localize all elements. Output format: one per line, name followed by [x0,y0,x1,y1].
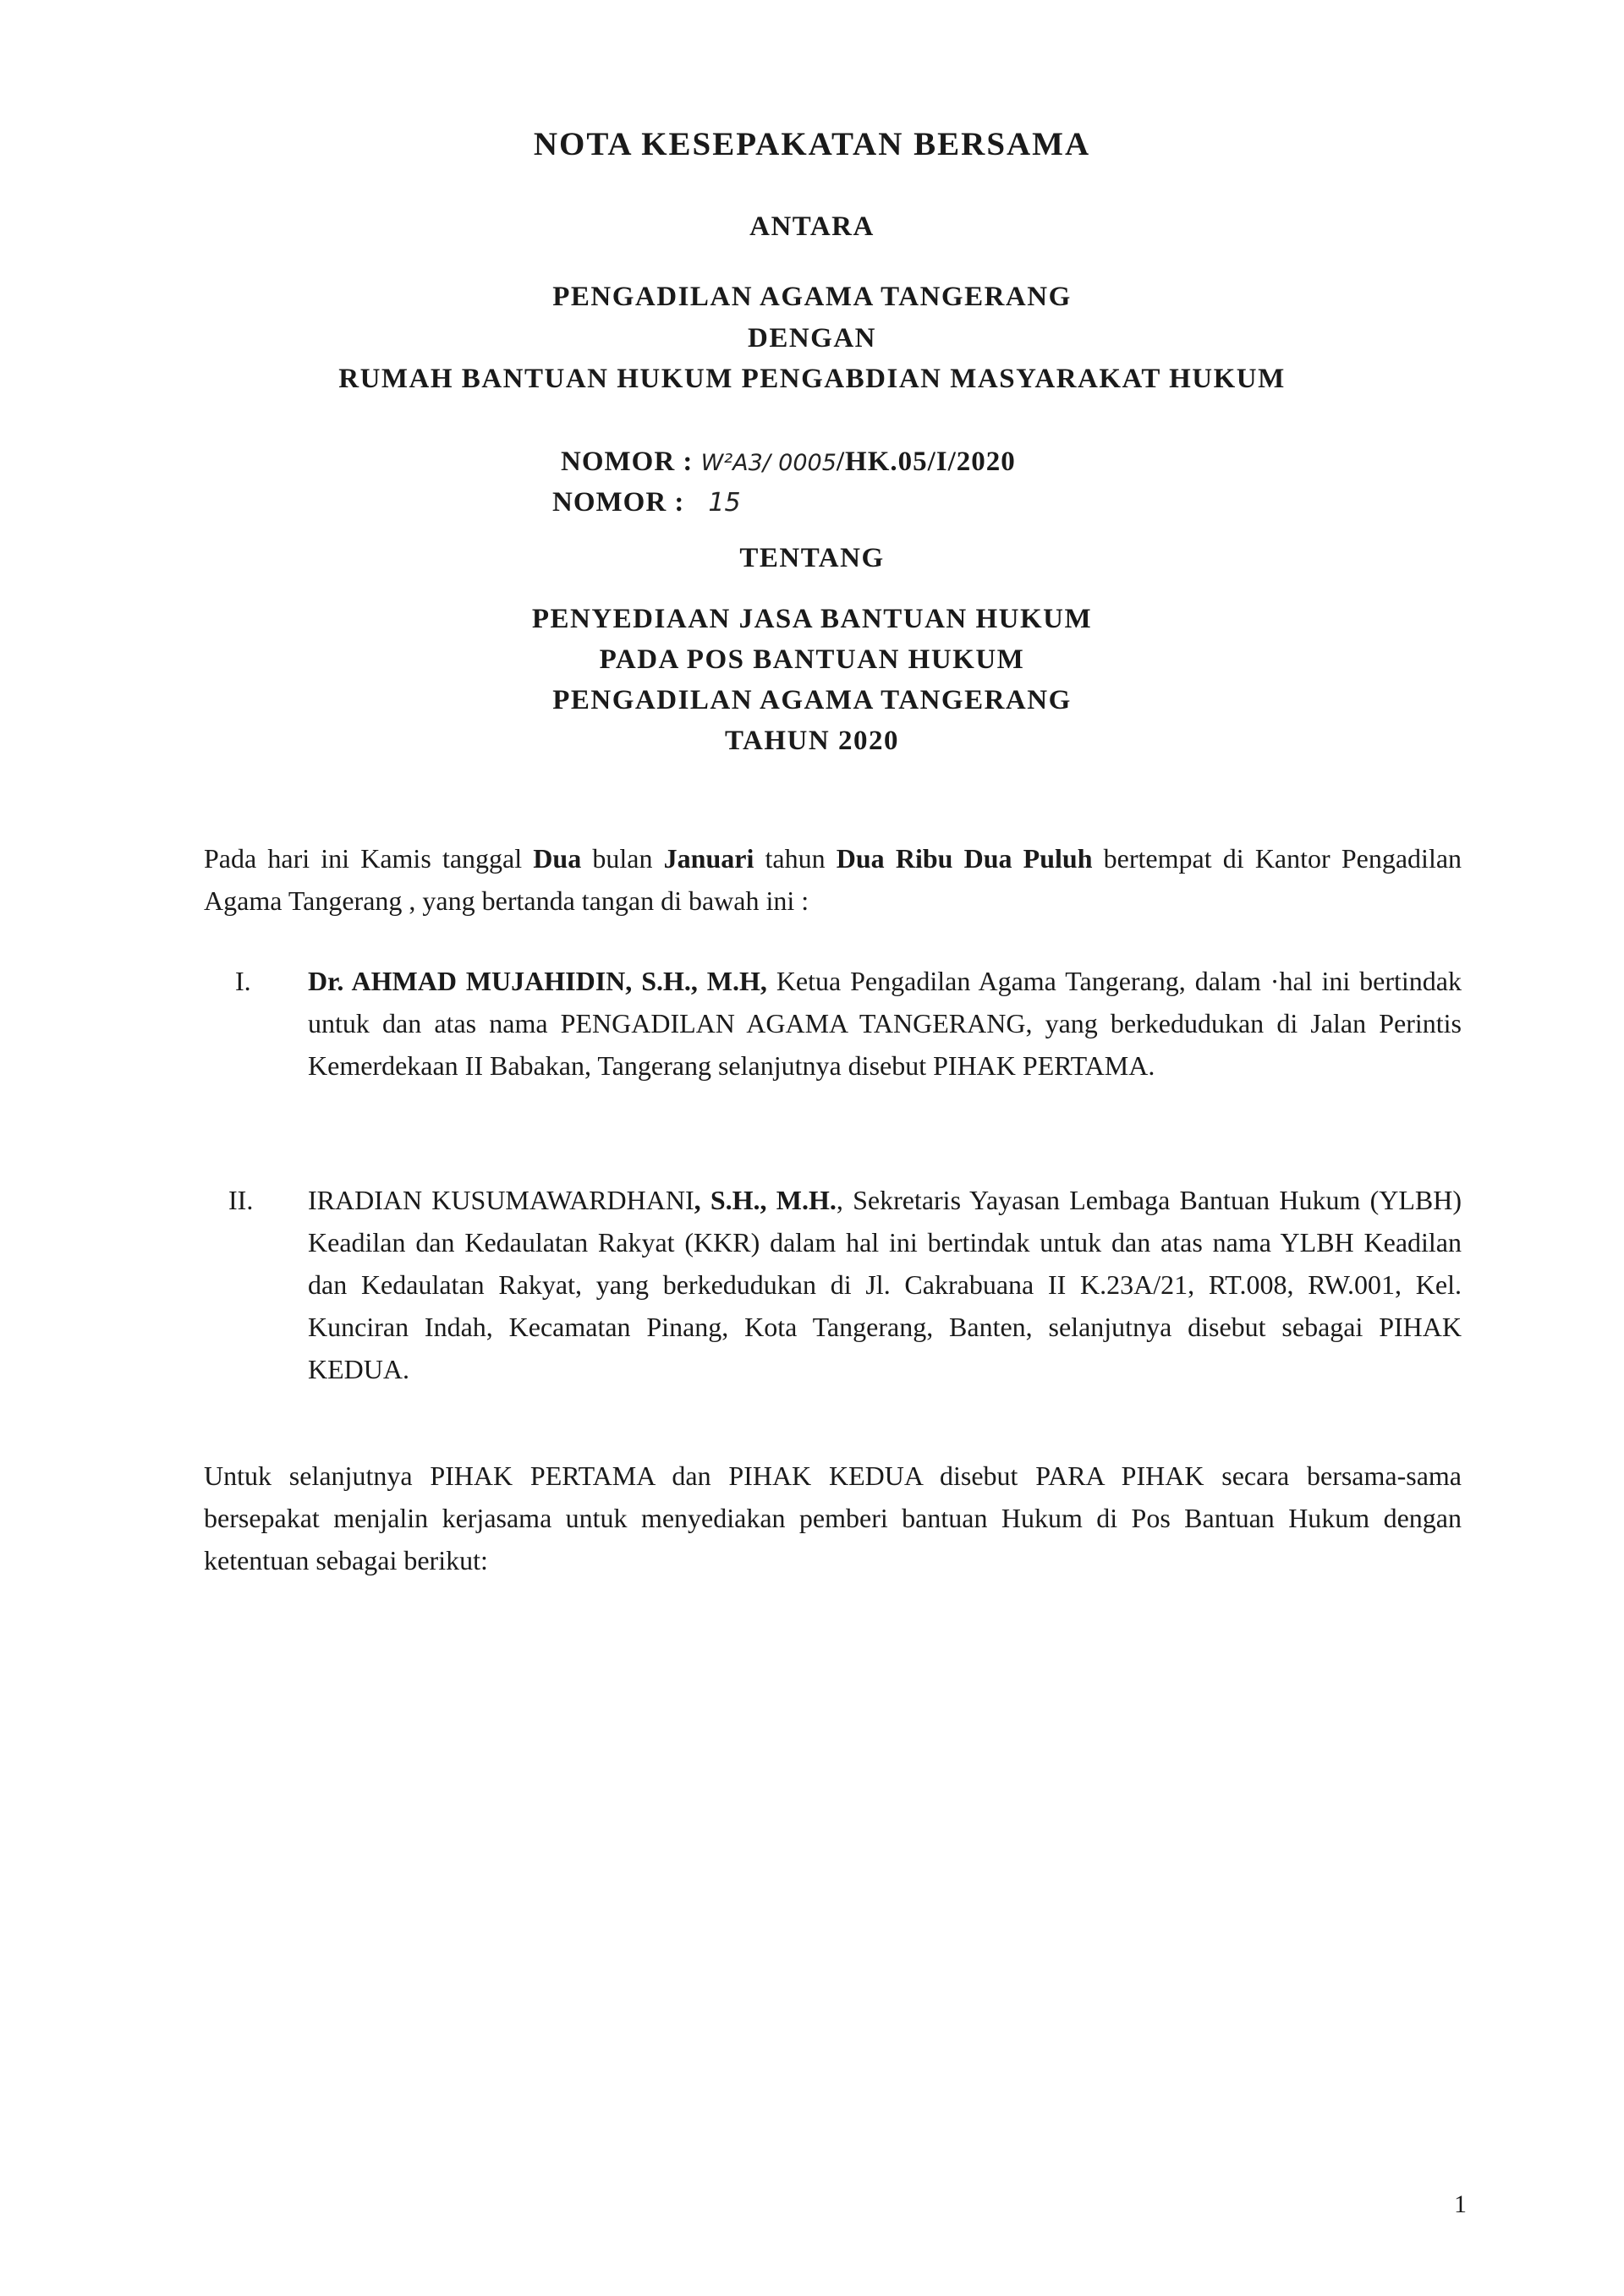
heading-first-party: PENGADILAN AGAMA TANGERANG [552,282,1072,312]
handwritten-number: 15 [708,488,741,518]
party-2-text: , Sekretaris Yayasan Lembaga Bantuan Hukum (YLBH) Keadilan dan Kedaulatan Rakyat (KKR) dalam hal ini bertindak untuk dan atas nama YLBH Keadilan dan Kedaulatan Rakyat, yang berkedudukan di Jl. Cakrabuana II K.23A/21, RT.008, RW.001, Kel. Kunciran Indah, Kecamatan Pinang, Kota Tangerang, Banten, selanjutnya disebut sebagai PIHAK KEDUA. [308,1185,1462,1384]
intro-month: Januari [663,843,754,874]
heading-dengan: DENGAN [747,323,876,353]
subject-line-3: PENGADILAN AGAMA TANGERANG [552,685,1072,715]
intro-text-2: bulan [581,843,664,874]
party-1-name: Dr. AHMAD MUJAHIDIN, S.H., M.H, [308,966,767,996]
handwritten-code: W²A3/ [700,450,771,476]
heading-second-party: RUMAH BANTUAN HUKUM PENGABDIAN MASYARAKAT HUKUM [338,364,1286,394]
party-2-description [308,1179,1462,1390]
intro-text-3: tahun [754,843,837,874]
party-1-description [308,960,1462,1087]
intro-day: Dua [533,843,582,874]
document-number-2 [552,487,741,518]
intro-paragraph [204,837,1462,922]
intro-year: Dua Ribu Dua Puluh [836,843,1093,874]
handwritten-serial: 0005 [778,450,837,476]
party-1-text: Ketua Pengadilan Agama Tangerang, dalam ·hal ini bertindak untuk dan atas nama PENGADILAN AGAMA TANGERANG, yang berkedudukan di Jalan Perintis Kemerdekaan II Babakan, Tangerang selanjutnya disebut PIHAK PERTAMA. [308,966,1462,1081]
nomor-suffix: /HK.05/I/2020 [836,447,1016,477]
party-2-number: II. [228,1185,254,1215]
document-number-1 [561,447,1016,478]
closing-paragraph: Untuk selanjutnya PIHAK PERTAMA dan PIHAK KEDUA disebut PARA PIHAK secara bersama-sama bersepakat menjalin kerjasama untuk menyediakan pemberi bantuan Hukum di Pos Bantuan Hukum dengan ketentuan sebagai berikut: [204,1460,1462,1575]
subject-line-2: PADA POS BANTUAN HUKUM [599,644,1025,675]
subject-line-1: PENYEDIAAN JASA BANTUAN HUKUM [531,604,1093,634]
party-1-number: I. [235,966,251,996]
page-number: 1 [1454,2190,1467,2218]
nomor-label-2: NOMOR : [552,487,685,518]
document-title: NOTA KESEPAKATAN BERSAMA [533,126,1091,162]
party-2-title: , S.H., M.H. [694,1185,837,1215]
nomor-label-1: NOMOR : [561,447,694,477]
heading-tentang: TENTANG [739,543,885,573]
heading-antara: ANTARA [749,211,875,242]
intro-text-1: Pada hari ini Kamis tanggal [204,843,534,874]
intro-text-4: bertempat di Kantor Pengadilan Agama Tangerang , yang bertanda tangan di bawah ini : [204,843,1462,916]
subject-line-4: TAHUN 2020 [725,726,899,756]
party-2-name: IRADIAN KUSUMAWARDHANI [308,1185,694,1215]
